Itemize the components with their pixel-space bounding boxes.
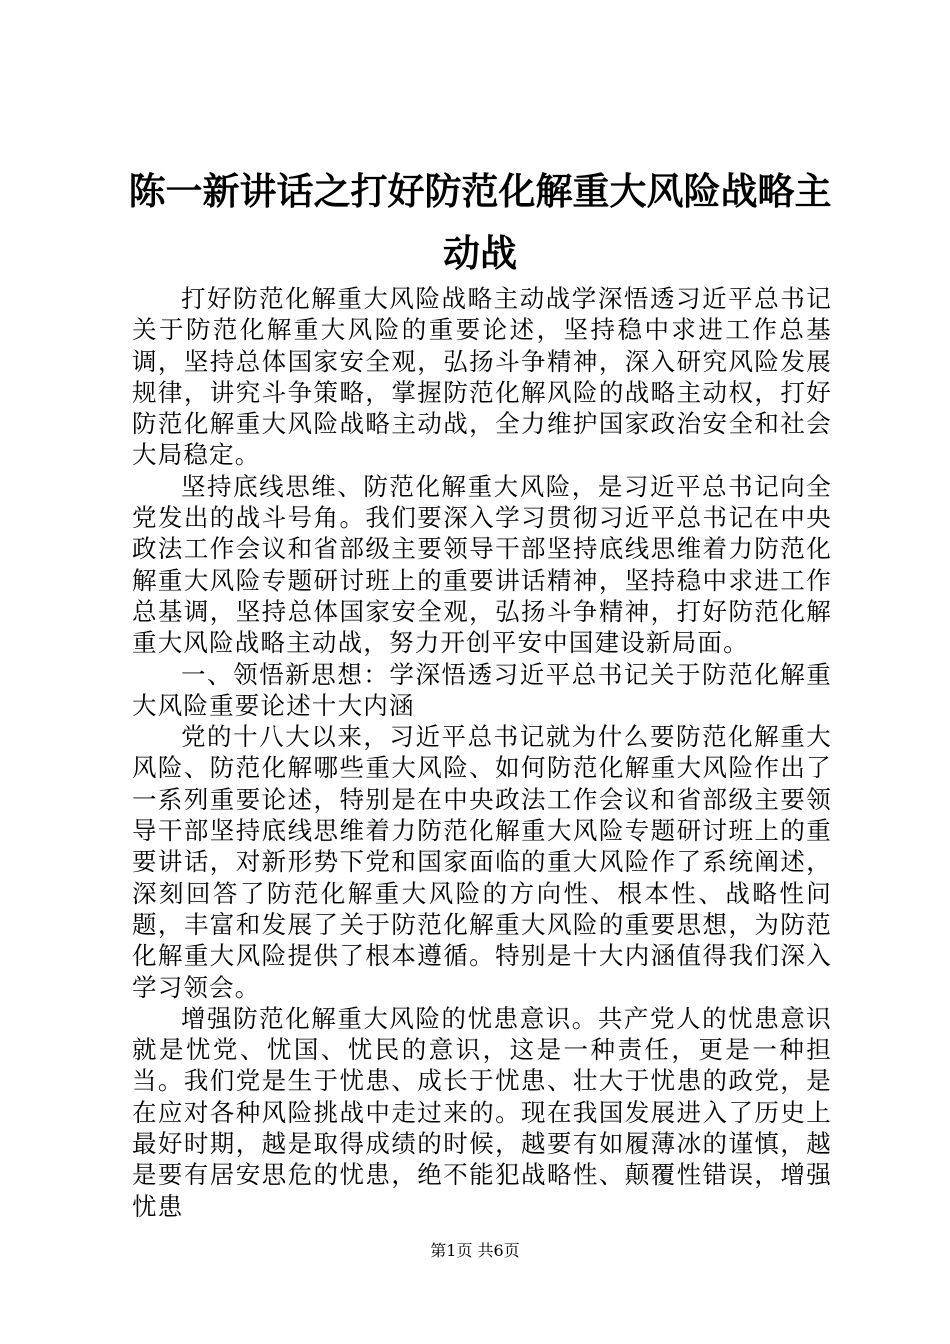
document-body — [132, 283, 832, 1222]
section-heading: 一、领悟新思想：学深悟透习近平总书记关于防范化解重大风险重要论述十大内涵 — [132, 659, 832, 720]
document-title: 陈一新讲话之打好防范化解重大风险战略主动战 — [128, 169, 832, 275]
paragraph-4: 增强防范化解重大风险的忧患意识。共产党人的忧患意识就是忧党、忧国、忧民的意识，这是一种责任，更是一种担当。我们党是生于忧患、成长于忧患、壮大于忧患的政党，是在应对各种风险挑战中走过来的。现在我国发展进入了历史上最好时期，越是取得成绩的时候，越要有如履薄冰的谨慎，越是要有居安思危的忧患，绝不能犯战略性、颠覆性错误，增强忧患 — [132, 1003, 832, 1221]
paragraph-3: 党的十八大以来，习近平总书记就为什么要防范化解重大风险、防范化解哪些重大风险、如何防范化解重大风险作出了一系列重要论述，特别是在中央政法工作会议和省部级主要领导干部坚持底线思维着力防范化解重大风险专题研讨班上的重要讲话，对新形势下党和国家面临的重大风险作了系统阐述，深刻回答了防范化解重大风险的方向性、根本性、战略性问题，丰富和发展了关于防范化解重大风险的重要思想，为防范化解重大风险提供了根本遵循。特别是十大内涵值得我们深入学习领会。 — [132, 722, 832, 1002]
paragraph-2: 坚持底线思维、防范化解重大风险，是习近平总书记向全党发出的战斗号角。我们要深入学习贯彻习近平总书记在中央政法工作会议和省部级主要领导干部坚持底线思维着力防范化解重大风险专题研讨班上的重要讲话精神，坚持稳中求进工作总基调，坚持总体国家安全观，弘扬斗争精神，打好防范化解重大风险战略主动战，努力开创平安中国建设新局面。 — [132, 471, 832, 658]
paragraph-1: 打好防范化解重大风险战略主动战学深悟透习近平总书记关于防范化解重大风险的重要论述，坚持稳中求进工作总基调，坚持总体国家安全观，弘扬斗争精神，深入研究风险发展规律，讲究斗争策略，掌握防范化解风险的战略主动权，打好防范化解重大风险战略主动战，全力维护国家政治安全和社会大局稳定。 — [132, 284, 832, 470]
page-footer: 第1页 共6页 — [430, 1241, 520, 1260]
